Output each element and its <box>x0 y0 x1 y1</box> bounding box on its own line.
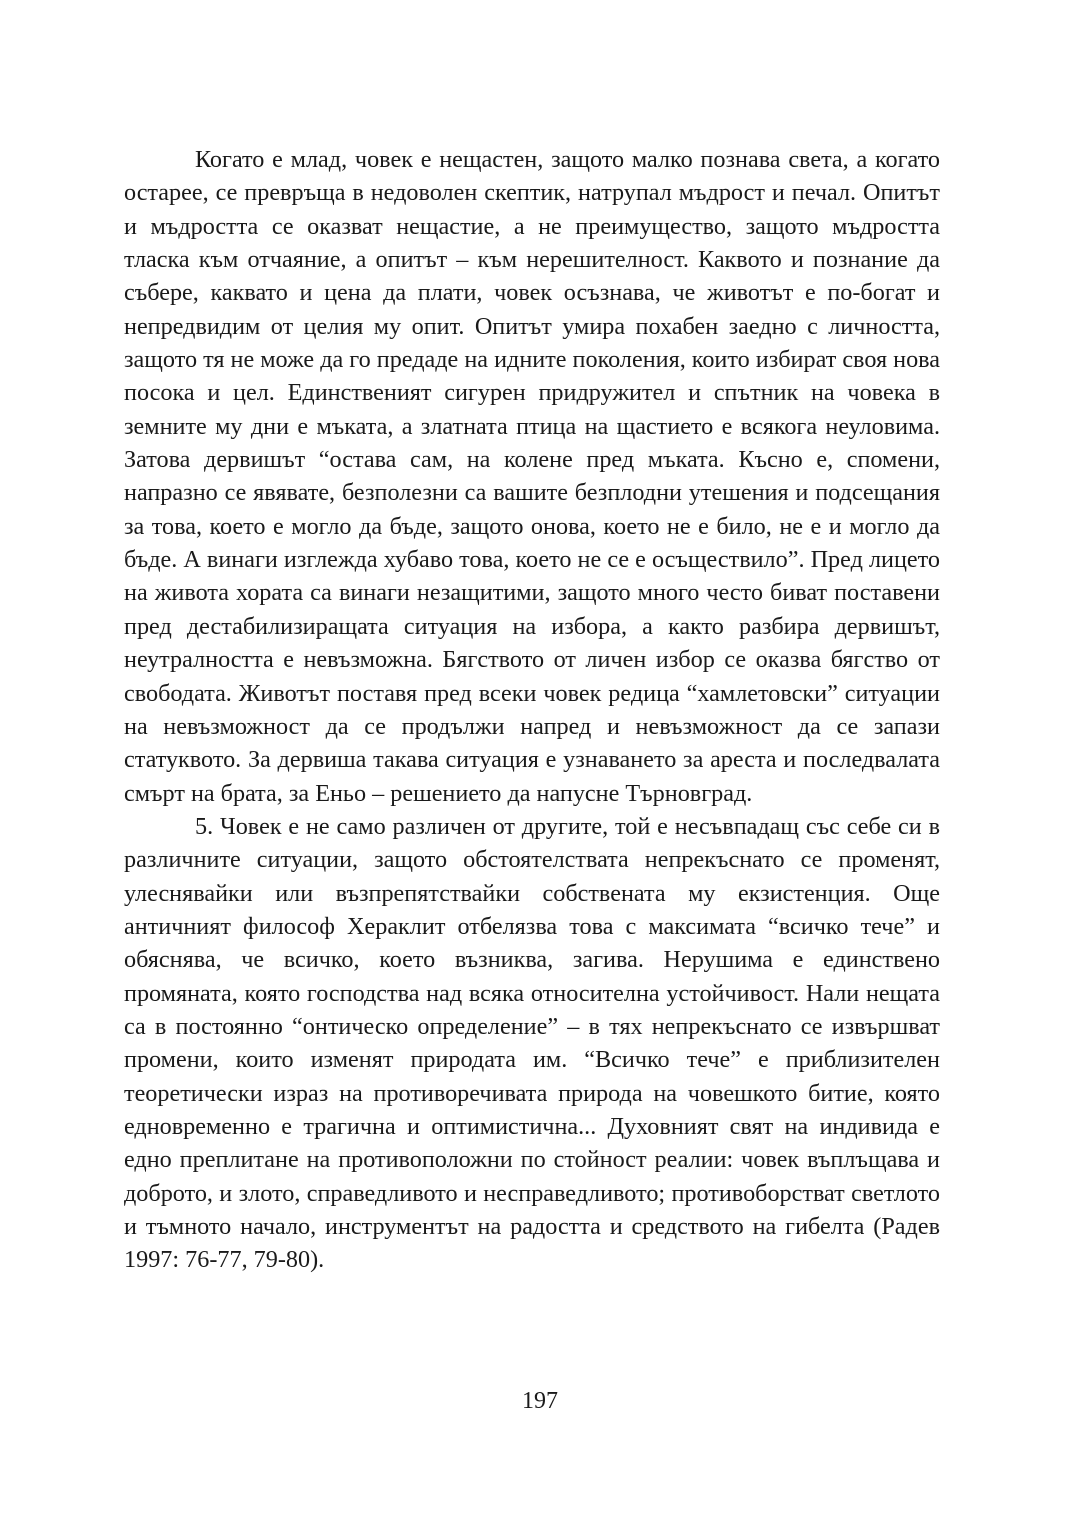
paragraph-1: Когато е млад, човек е нещастен, защото малко познава света, а когато остарее, се превръща в недоволен скептик, натрупал мъдрост и печал. Опитът и мъдростта се оказват нещастие, а не преимущество, защото мъдростта тласка към отчаяние, а опитът – към нерешителност. Каквото и познание да събере, каквато и цена да плати, човек осъзнава, че животът е по-богат и непредвидим от целия му опит. Опитът умира похабен заедно с личността, защото тя не може да го предаде на идните поколения, които избират своя нова посока и цел. Единственият сигурен придружител и спътник на човека в земните му дни е мъката, а златната птица на щастието е всякога неуловима. Затова дервишът “остава сам, на колене пред мъката. Късно е, спомени, напразно се явявате, безполезни са вашите безплодни утешения и подсещания за това, което е могло да бъде, защото онова, което не е било, не е и могло да бъде. А винаги изглежда хубаво това, което не се е осъществило”. Пред лицето на живота хората са винаги незащитими, защото много често биват поставени пред дестабилизиращата ситуация на избора, а както разбира дервишът, неутралността е невъзможна. Бягството от личен избор се оказва бягство от свободата. Животът поставя пред всеки човек редица “хамлетовски” ситуации на невъзможност да се продължи напред и невъзможност да се запази статуквото. За дервиша такава ситуация е узнаването за ареста и последвалата смърт на брата, за Еньо – решението да напусне Търновград. <box>124 146 940 807</box>
paragraph-2: 5. Човек е не само различен от другите, той е несъвпадащ със себе си в различните ситуации, защото обстоятелствата непрекъснато се променят, улеснявайки или възпрепятствайки собствената му екзистенция. Още античният философ Хераклит отбелязва това с максимата “всичко тече” и обяснява, че всичко, което възниква, загива. Нерушима е единствено промяната, която господства над всяка относителна устойчивост. Нали нещата са в постоянно “онтическо определение” – в тях непрекъснато се извършват промени, които изменят природата им. “Всичко тече” е приблизителен теоретически израз на противоречивата природа на човешкото битие, която едновременно е трагична и оптимистична... Духовният свят на индивида е едно преплитане на противоположни по стойност реалии: човек въплъщава и доброто, и злото, справедливото и несправедливото; противоборстват светлото и тъмното начало, инструментът на радостта и средството на гибелта (Радев 1997: 76-77, 79-80). <box>124 812 940 1274</box>
body-text <box>124 143 940 1277</box>
page-number: 197 <box>522 1388 558 1414</box>
